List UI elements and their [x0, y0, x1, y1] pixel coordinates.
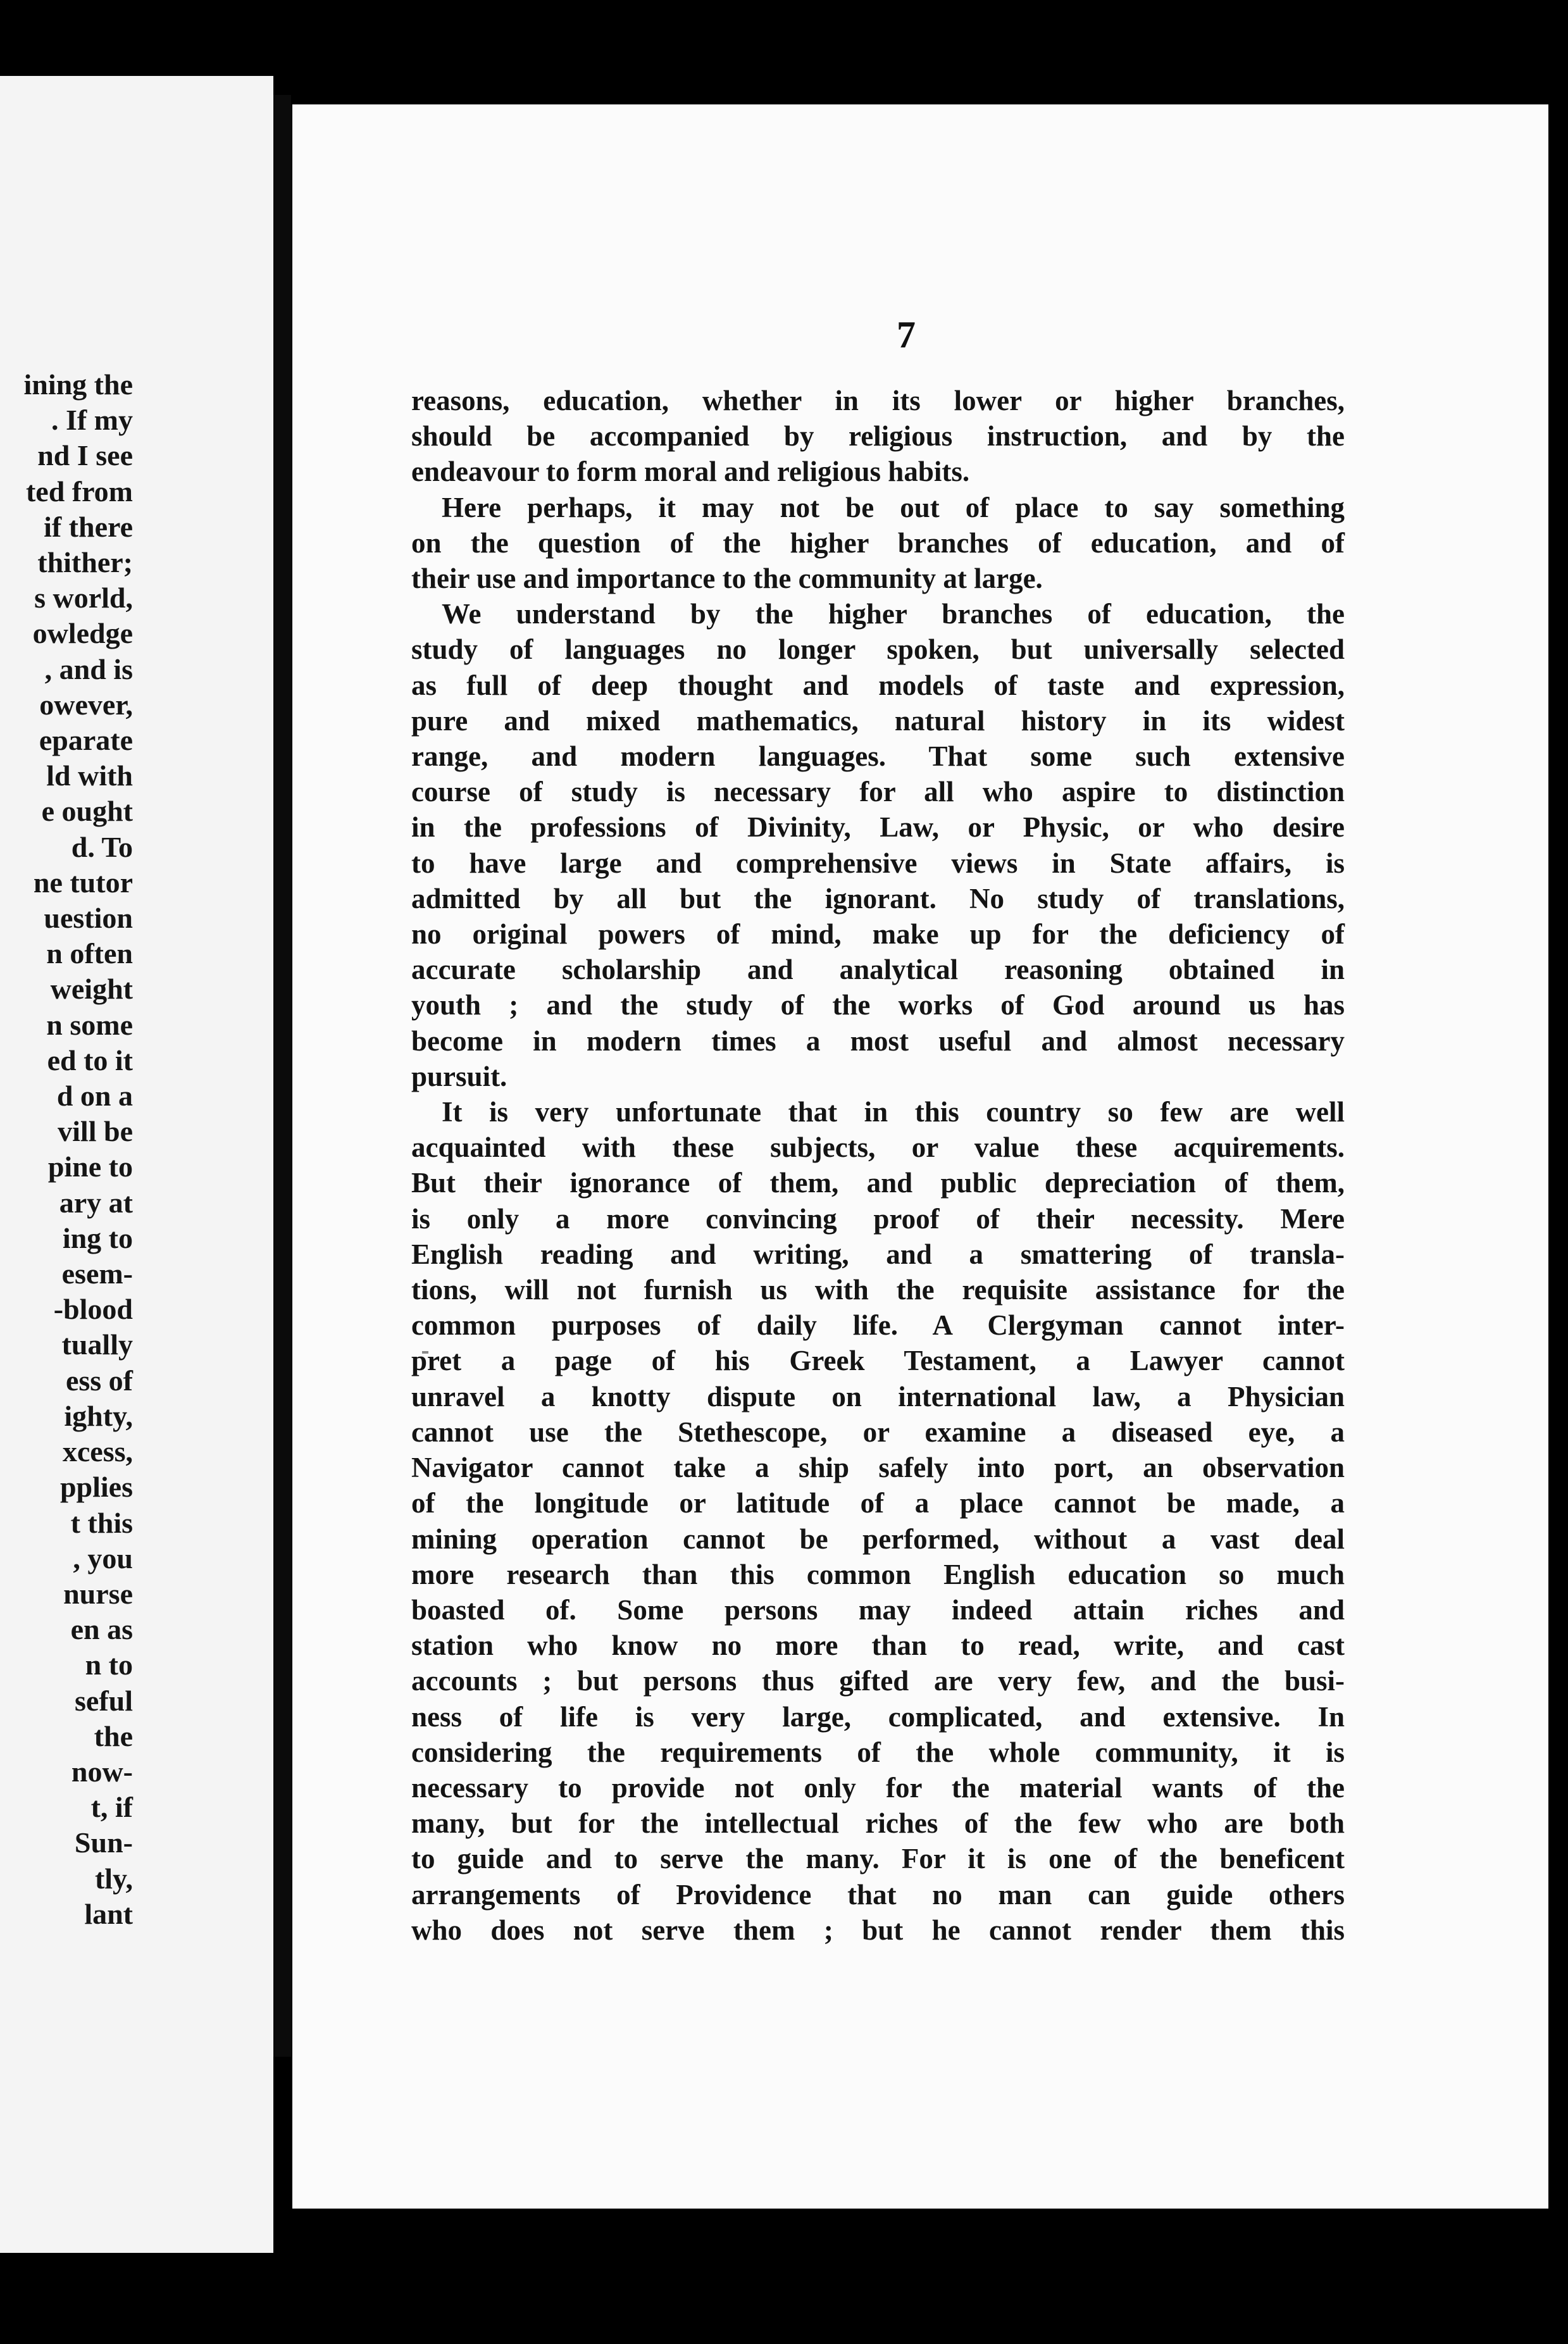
text-line: cannot use the Stethescope, or examine a diseased eye, a [411, 1416, 1345, 1448]
text-line: We understand by the higher branches of education, the [442, 598, 1345, 630]
text-line: accounts ; but persons thus gifted are very few, and the busi- [411, 1665, 1345, 1697]
text-line: pure and mixed mathematics, natural history in its widest [411, 704, 1345, 737]
left-page-line: t, if [90, 1791, 133, 1824]
left-page-line: ed to it [47, 1044, 133, 1076]
text-line: tions, will not furnish us with the requisite assistance for the [411, 1274, 1345, 1306]
left-page-line: en as [70, 1613, 133, 1646]
left-page-line: ted from [25, 475, 133, 508]
text-line: necessary to provide not only for the material wants of the [411, 1771, 1345, 1804]
left-page-line: ing to [62, 1221, 133, 1254]
left-page [0, 76, 273, 2253]
left-page-line: e ought [41, 795, 133, 828]
text-line: common purposes of daily life. A Clergyman cannot inter- [411, 1309, 1345, 1342]
text-line: is only a more convincing proof of their necessity. Mere [411, 1202, 1345, 1235]
text-line: boasted of. Some persons may indeed attain riches and [411, 1593, 1345, 1626]
left-page-line: pine to [47, 1150, 133, 1183]
text-line: English reading and writing, and a smattering of transla- [411, 1238, 1345, 1270]
text-line: youth ; and the study of the works of God around us has [411, 989, 1345, 1021]
left-page-line: -blood [53, 1293, 133, 1326]
left-page-line: lant [84, 1897, 133, 1930]
left-page-line: ld with [46, 759, 133, 792]
text-line: ness of life is very large, complicated, and extensive. In [411, 1700, 1345, 1733]
text-line: But their ignorance of them, and public depreciation of them, [411, 1167, 1345, 1199]
text-line: as full of deep thought and models of taste and expression, [411, 669, 1345, 701]
text-line: who does not serve them ; but he cannot render them this [411, 1914, 1345, 1946]
left-page-line: . If my [51, 404, 133, 437]
text-line: accurate scholarship and analytical reasoning obtained in [411, 954, 1345, 986]
left-page-line: n to [85, 1649, 133, 1681]
left-page-line: n some [46, 1008, 133, 1041]
left-page-line: ighty, [64, 1399, 133, 1432]
left-page-line: nd I see [37, 439, 133, 472]
text-line: acquainted with these subjects, or value these acquirements. [411, 1131, 1345, 1164]
left-page-line: if there [44, 510, 133, 543]
left-page-line: , and is [44, 652, 133, 685]
left-page-line: , you [73, 1542, 133, 1574]
left-page-line: d. To [71, 830, 133, 863]
text-line: mining operation cannot be performed, without a vast deal [411, 1523, 1345, 1555]
text-line: reasons, education, whether in its lower or higher branches, [411, 385, 1345, 416]
left-page-text [0, 367, 133, 1932]
left-page-line: pplies [59, 1471, 133, 1504]
text-line: more research than this common English education so much [411, 1558, 1345, 1590]
text-line: in the professions of Divinity, Law, or Physic, or who desire [411, 811, 1345, 844]
left-page-line: owledge [32, 617, 133, 650]
text-line: Navigator cannot take a ship safely into port, an observation [411, 1452, 1345, 1484]
left-page-line: d on a [56, 1080, 133, 1113]
left-page-line: owever, [39, 688, 133, 721]
left-page-line: esem- [61, 1257, 133, 1290]
left-page-line: vill be [58, 1115, 133, 1148]
page-number: 7 [897, 314, 916, 356]
left-page-line: t this [70, 1506, 133, 1539]
left-page-line: ary at [59, 1186, 133, 1219]
text-line: unravel a knotty dispute on international law, a Physician [411, 1380, 1345, 1412]
text-line: range, and modern languages. That some such extensive [411, 740, 1345, 773]
text-line: endeavour to form moral and religious habits. [411, 456, 970, 488]
text-line: study of languages no longer spoken, but universally selected [411, 633, 1345, 666]
text-line: Here perhaps, it may not be out of place to say something [442, 491, 1345, 523]
text-line: should be accompanied by religious instruction, and by the [411, 420, 1345, 452]
text-line: become in modern times a most useful and almost necessary [411, 1025, 1345, 1057]
left-page-line: seful [75, 1684, 133, 1717]
text-line: course of study is necessary for all who aspire to distinction [411, 776, 1345, 808]
text-line: station who know no more than to read, write, and cast [411, 1630, 1345, 1662]
text-line: arrangements of Providence that no man can guide others [411, 1878, 1345, 1911]
text-line: to have large and comprehensive views in State affairs, is [411, 847, 1345, 879]
text-line: their use and importance to the community at large. [411, 563, 1043, 595]
text-line: on the question of the higher branches of education, and of [411, 527, 1345, 559]
left-page-line: eparate [39, 724, 133, 757]
text-line: no original powers of mind, make up for the deficiency of [411, 918, 1345, 951]
left-page-line: ining the [23, 368, 133, 401]
left-page-line: xcess, [62, 1435, 133, 1468]
left-page-line: uestion [44, 902, 133, 935]
body-text [411, 383, 1345, 1948]
right-page [292, 104, 1548, 2209]
left-page-line: nurse [63, 1577, 133, 1610]
text-line: of the longitude or latitude of a place cannot be made, a [411, 1487, 1345, 1519]
text-line: pursuit. [411, 1060, 507, 1092]
left-page-line: ne tutor [33, 866, 133, 899]
left-page-line: Sun- [74, 1826, 133, 1859]
text-line: many, but for the intellectual riches of the few who are both [411, 1807, 1345, 1840]
text-line: to guide and to serve the many. For it is one of the beneficent [411, 1843, 1345, 1875]
text-line: pret a page of his Greek Testament, a Lawyer cannot [411, 1345, 1345, 1377]
text-line: It is very unfortunate that in this country so few are well [442, 1096, 1345, 1128]
left-page-line: now- [71, 1755, 133, 1788]
text-line: considering the requirements of the whole community, it is [411, 1736, 1345, 1768]
left-page-line: thither; [37, 546, 133, 579]
left-page-line: tually [61, 1328, 133, 1361]
left-page-line: n often [46, 937, 133, 970]
left-page-line: weight [50, 973, 133, 1006]
text-line: admitted by all but the ignorant. No study of translations, [411, 882, 1345, 914]
left-page-line: the [94, 1719, 133, 1752]
left-page-line: tly, [94, 1862, 133, 1895]
left-page-line: s world, [34, 582, 133, 614]
left-page-line: ess of [65, 1364, 133, 1397]
book-spine [273, 95, 291, 2057]
